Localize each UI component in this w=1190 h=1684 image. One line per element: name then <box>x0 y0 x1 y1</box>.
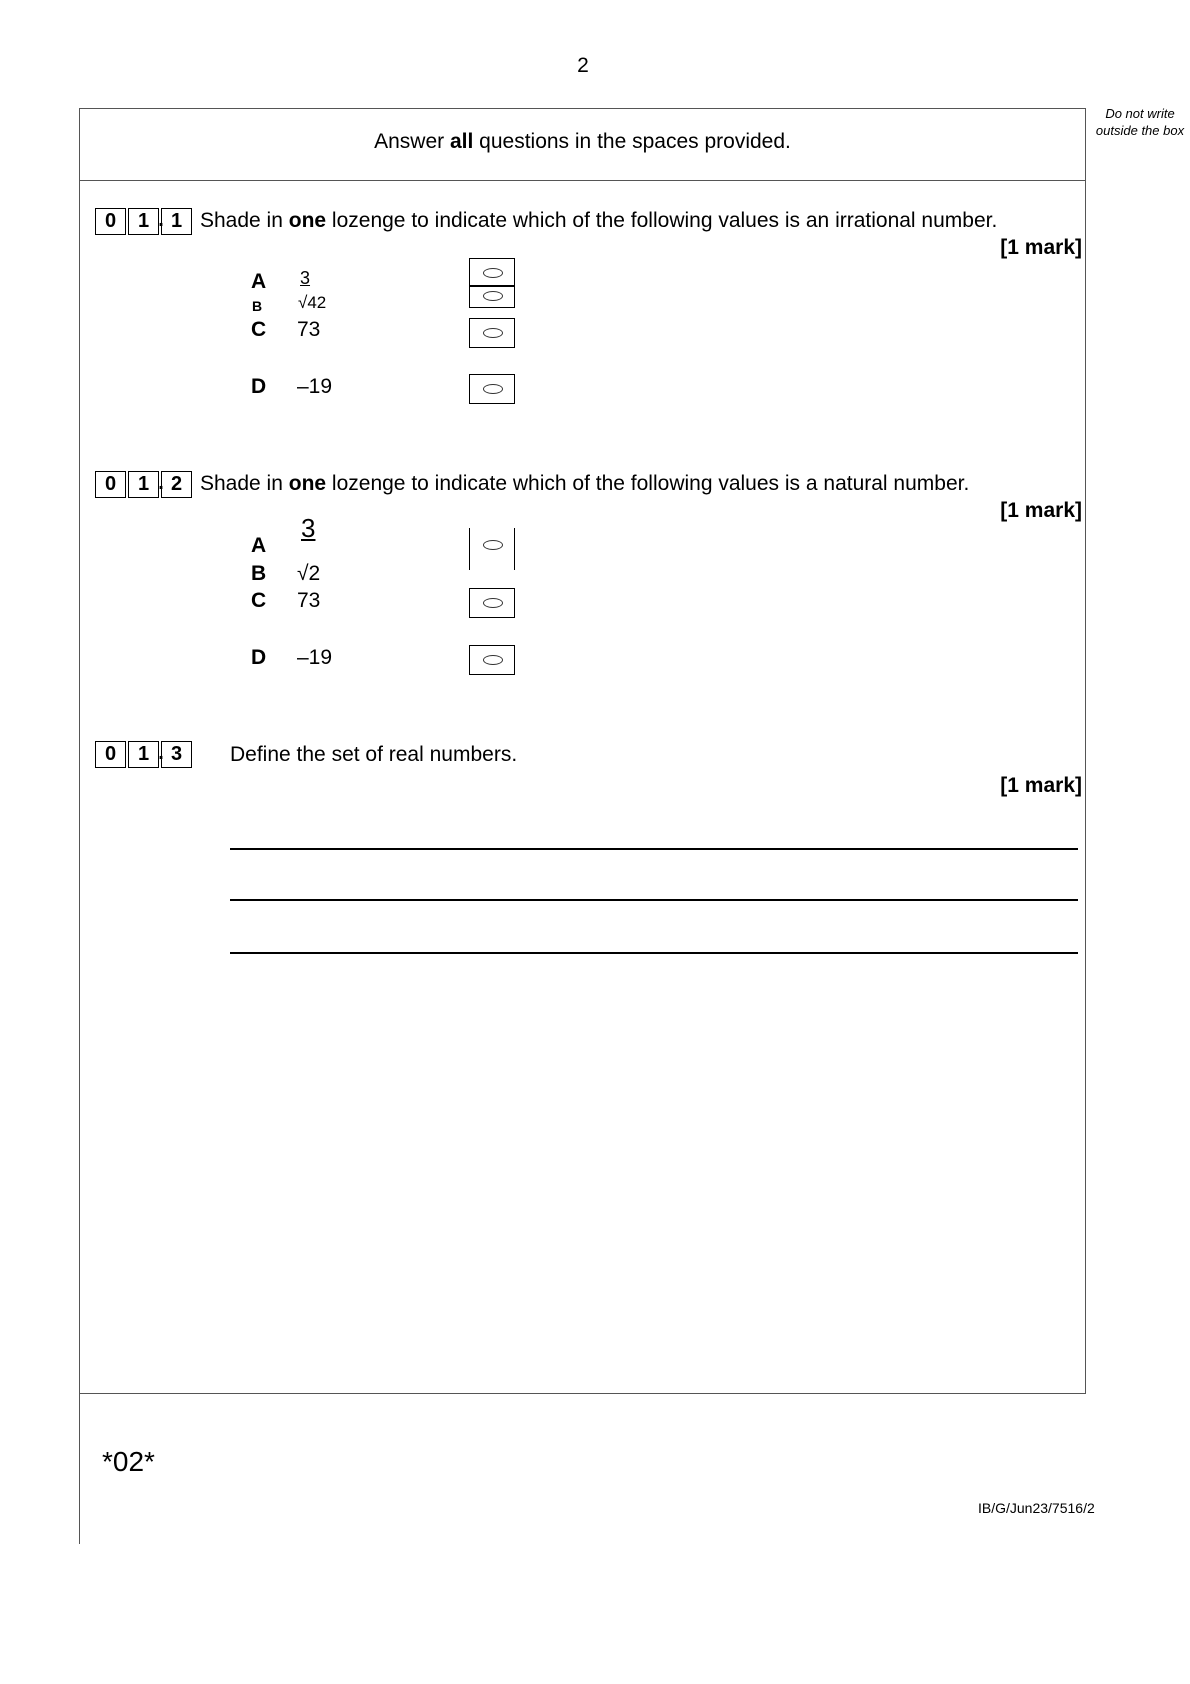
answer-lozenge[interactable] <box>469 528 515 570</box>
option-letter: D <box>251 646 267 669</box>
lozenge-shape <box>483 328 503 338</box>
option-letter: B <box>251 562 267 585</box>
question-number-dot: . <box>158 209 164 231</box>
question-number-digit: 1 <box>128 208 159 235</box>
answer-lozenge[interactable] <box>469 286 515 308</box>
page-code: *02* <box>102 1446 155 1477</box>
frame-top-border <box>79 108 1086 109</box>
answer-lozenge[interactable] <box>469 374 515 404</box>
answer-lozenge[interactable] <box>469 645 515 675</box>
option-letter: B <box>252 298 263 314</box>
option-value: √2 <box>297 562 321 585</box>
lozenge-shape <box>483 384 503 394</box>
option-value: 73 <box>297 318 321 341</box>
answer-lozenge[interactable] <box>469 258 515 286</box>
question-number-box <box>95 208 194 235</box>
frame-right-border <box>1085 108 1086 1394</box>
lozenge-shape <box>483 655 503 665</box>
answer-line[interactable] <box>230 848 1078 850</box>
question-number-digit: 1 <box>128 471 159 498</box>
question-number-digit: 1 <box>161 208 192 235</box>
option-letter: A <box>251 534 267 557</box>
lozenge-shape <box>483 268 503 278</box>
question-number-digit: 0 <box>95 471 126 498</box>
option-value: –19 <box>297 375 333 398</box>
option-value: –19 <box>297 646 333 669</box>
paper-reference: IB/G/Jun23/7516/2 <box>978 1500 1095 1516</box>
margin-note: Do not write outside the box <box>1095 106 1185 138</box>
question-mark: [1 mark] <box>1000 774 1082 797</box>
option-value: 3 <box>301 513 316 543</box>
question-mark: [1 mark] <box>1000 499 1082 522</box>
question-text: Define the set of real numbers. <box>230 743 518 766</box>
question-number-digit: 2 <box>161 471 192 498</box>
lozenge-shape <box>483 540 503 550</box>
answer-lozenge[interactable] <box>469 318 515 348</box>
answer-lozenge[interactable] <box>469 588 515 618</box>
option-value: 73 <box>297 589 321 612</box>
answer-line[interactable] <box>230 952 1078 954</box>
question-number-digit: 3 <box>161 741 192 768</box>
footer-divider <box>79 1393 1086 1394</box>
question-number-box <box>95 741 194 768</box>
instruction: Answer all questions in the spaces provided. <box>374 130 791 153</box>
option-letter: A <box>251 270 267 293</box>
option-letter: D <box>251 375 267 398</box>
question-number-digit: 1 <box>128 741 159 768</box>
question-text: Shade in one lozenge to indicate which of the following values is an irrational number. <box>200 209 998 232</box>
question-number-dot: . <box>158 742 164 764</box>
question-mark: [1 mark] <box>1000 236 1082 259</box>
question-number-box <box>95 471 194 498</box>
lozenge-shape <box>483 598 503 608</box>
option-value: 3 <box>300 268 311 288</box>
question-number-digit: 0 <box>95 208 126 235</box>
frame-left-border <box>79 108 80 1544</box>
instruction-divider <box>79 180 1086 181</box>
option-letter: C <box>251 318 267 341</box>
option-letter: C <box>251 589 267 612</box>
answer-line[interactable] <box>230 899 1078 901</box>
question-number-digit: 0 <box>95 741 126 768</box>
lozenge-shape <box>483 291 503 301</box>
page-number: 2 <box>577 54 589 77</box>
option-value: √42 <box>298 293 327 312</box>
question-number-dot: . <box>158 472 164 494</box>
question-text: Shade in one lozenge to indicate which of the following values is a natural number. <box>200 472 970 495</box>
